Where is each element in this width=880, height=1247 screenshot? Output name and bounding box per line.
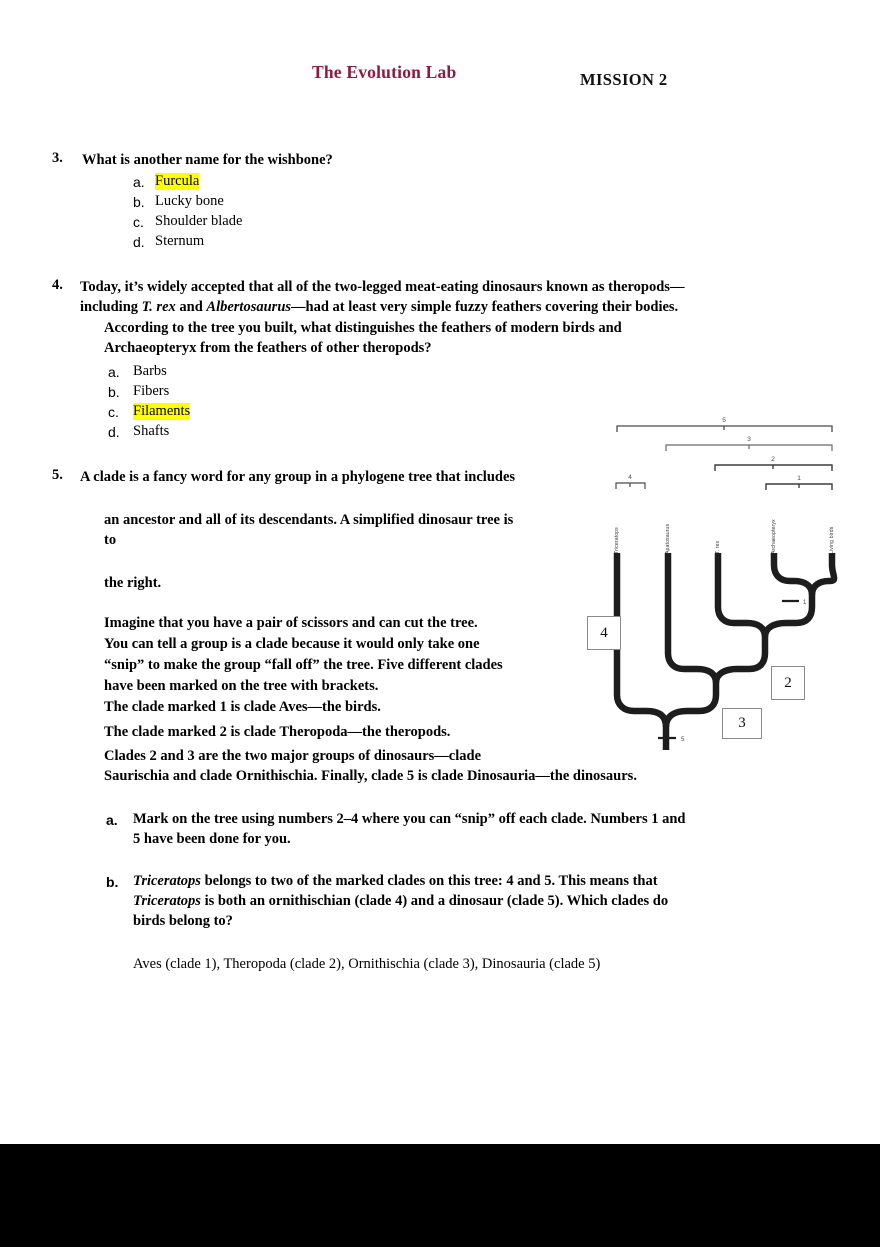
question-5-body-line-1: Imagine that you have a pair of scissors and can cut the tree. [104, 615, 478, 631]
question-4-number: 4. [52, 277, 63, 293]
question-5b-line-3: birds belong to? [133, 913, 233, 929]
bracket-label-4: 4 [628, 474, 632, 481]
question-5b-answer[interactable]: Aves (clade 1), Theropoda (clade 2), Ornithischia (clade 3), Dinosauria (clade 5) [133, 956, 601, 972]
answer-box-3[interactable]: 3 [722, 708, 762, 739]
question-5-body-line-3: “snip” to make the group “fall off” the tree. Five different clades [104, 657, 503, 673]
phylogenetic-tree-figure [600, 405, 855, 755]
question-5-body-line-5: The clade marked 1 is clade Aves—the birds. [104, 699, 381, 715]
question-5-body-line-7: Clades 2 and 3 are the two major groups of dinosaurs—clade [104, 748, 482, 764]
question-3-option-d-text[interactable]: Sternum [155, 233, 205, 249]
question-4-option-a-letter: a. [108, 364, 120, 380]
question-3-option-c-text[interactable]: Shoulder blade [155, 213, 243, 229]
question-4-option-b-text[interactable]: Fibers [133, 383, 170, 399]
page-bottom-band [0, 1144, 880, 1247]
question-4-line-2: including T. rex and Albertosaurus—had at least very simple fuzzy feathers covering their bodies. [80, 299, 679, 315]
question-3-option-d-letter: d. [133, 234, 145, 250]
bracket-label-2: 2 [771, 456, 775, 463]
question-3-option-b-letter: b. [133, 194, 145, 210]
question-5-number: 5. [52, 467, 63, 483]
question-3-text: What is another name for the wishbone? [82, 152, 333, 168]
question-3-option-a-text[interactable]: Furcula [155, 173, 200, 189]
question-3-option-c-letter: c. [133, 214, 144, 230]
answer-box-4[interactable]: 4 [587, 616, 621, 650]
question-5-intro-line-1: A clade is a fancy word for any group in a phylogene tree that includes [80, 469, 516, 485]
taxon-label-archaeopteryx: Archaeopteryx [771, 519, 777, 554]
clade-bracket-5 [617, 426, 832, 432]
branch-node3-stem [666, 683, 716, 727]
branch-triceratops [617, 553, 666, 727]
snip-label-1: 1 [803, 600, 807, 606]
clade-bracket-1 [766, 484, 832, 490]
question-5a-letter: a. [106, 812, 118, 828]
mission-label: MISSION 2 [580, 70, 668, 89]
taxon-label-t-rex: T. rex [715, 540, 721, 554]
branch-node2-stem [716, 637, 765, 683]
question-3-option-a-letter: a. [133, 174, 145, 190]
question-5-intro-line-2: an ancestor and all of its descendants. A simplified dinosaur tree is [104, 512, 514, 528]
question-5-intro-line-4: the right. [104, 575, 162, 591]
question-4-option-d-letter: d. [108, 424, 120, 440]
snip-label-5: 5 [681, 737, 685, 743]
question-5-body-line-6: The clade marked 2 is clade Theropoda—the theropods. [104, 724, 451, 740]
taxon-label-living-birds: Living birds [829, 526, 835, 554]
taxon-label-triceratops: Triceratops [614, 527, 620, 554]
clade-bracket-3 [666, 445, 832, 451]
bracket-label-1: 1 [797, 475, 801, 482]
bracket-label-3: 3 [747, 436, 751, 443]
question-4-option-d-text[interactable]: Shafts [133, 423, 170, 439]
question-5-body-line-4: have been marked on the tree with brackets. [104, 678, 379, 694]
lab-title: The Evolution Lab [312, 62, 457, 82]
question-5b-line-1: Triceratops belongs to two of the marked clades on this tree: 4 and 5. This means that [133, 873, 658, 889]
branch-apatosaurus [668, 553, 716, 683]
question-5b-line-2: Triceratops is both an ornithischian (clade 4) and a dinosaur (clade 5). Which clades do [133, 893, 669, 909]
question-4-line-4: Archaeopteryx from the feathers of other theropods? [104, 340, 432, 356]
answer-box-2[interactable]: 2 [771, 666, 805, 700]
question-4-line-3: According to the tree you built, what distinguishes the feathers of modern birds and [104, 320, 622, 336]
question-4-option-a-text[interactable]: Barbs [133, 363, 167, 379]
taxon-label-apatosaurus: Apatosaurus [665, 523, 671, 554]
branch-living-birds [812, 553, 834, 595]
question-5-intro-line-3: to [104, 532, 117, 548]
clade-bracket-4 [616, 483, 645, 489]
question-4-option-c-letter: c. [108, 404, 119, 420]
question-4-line-1: Today, it’s widely accepted that all of the two-legged meat-eating dinosaurs known as theropods— [80, 279, 685, 295]
question-5a-line-1: Mark on the tree using numbers 2–4 where you can “snip” off each clade. Numbers 1 and [133, 811, 686, 827]
branch-archaeopteryx [774, 553, 812, 595]
question-5a-line-2: 5 have been done for you. [133, 831, 291, 847]
question-4-option-b-letter: b. [108, 384, 120, 400]
clade-bracket-2 [715, 465, 832, 471]
question-5-body-line-2: You can tell a group is a clade because it would only take one [104, 636, 480, 652]
question-3-number: 3. [52, 150, 63, 166]
branch-trex [718, 553, 765, 637]
question-5b-letter: b. [106, 874, 119, 890]
question-4-option-c-text[interactable]: Filaments [133, 403, 191, 419]
question-5-body-line-8: Saurischia and clade Ornithischia. Finally, clade 5 is clade Dinosauria—the dinosaurs. [104, 768, 637, 784]
question-3-option-b-text[interactable]: Lucky bone [155, 193, 224, 209]
page-header [0, 62, 880, 92]
bracket-label-5: 5 [722, 417, 726, 424]
